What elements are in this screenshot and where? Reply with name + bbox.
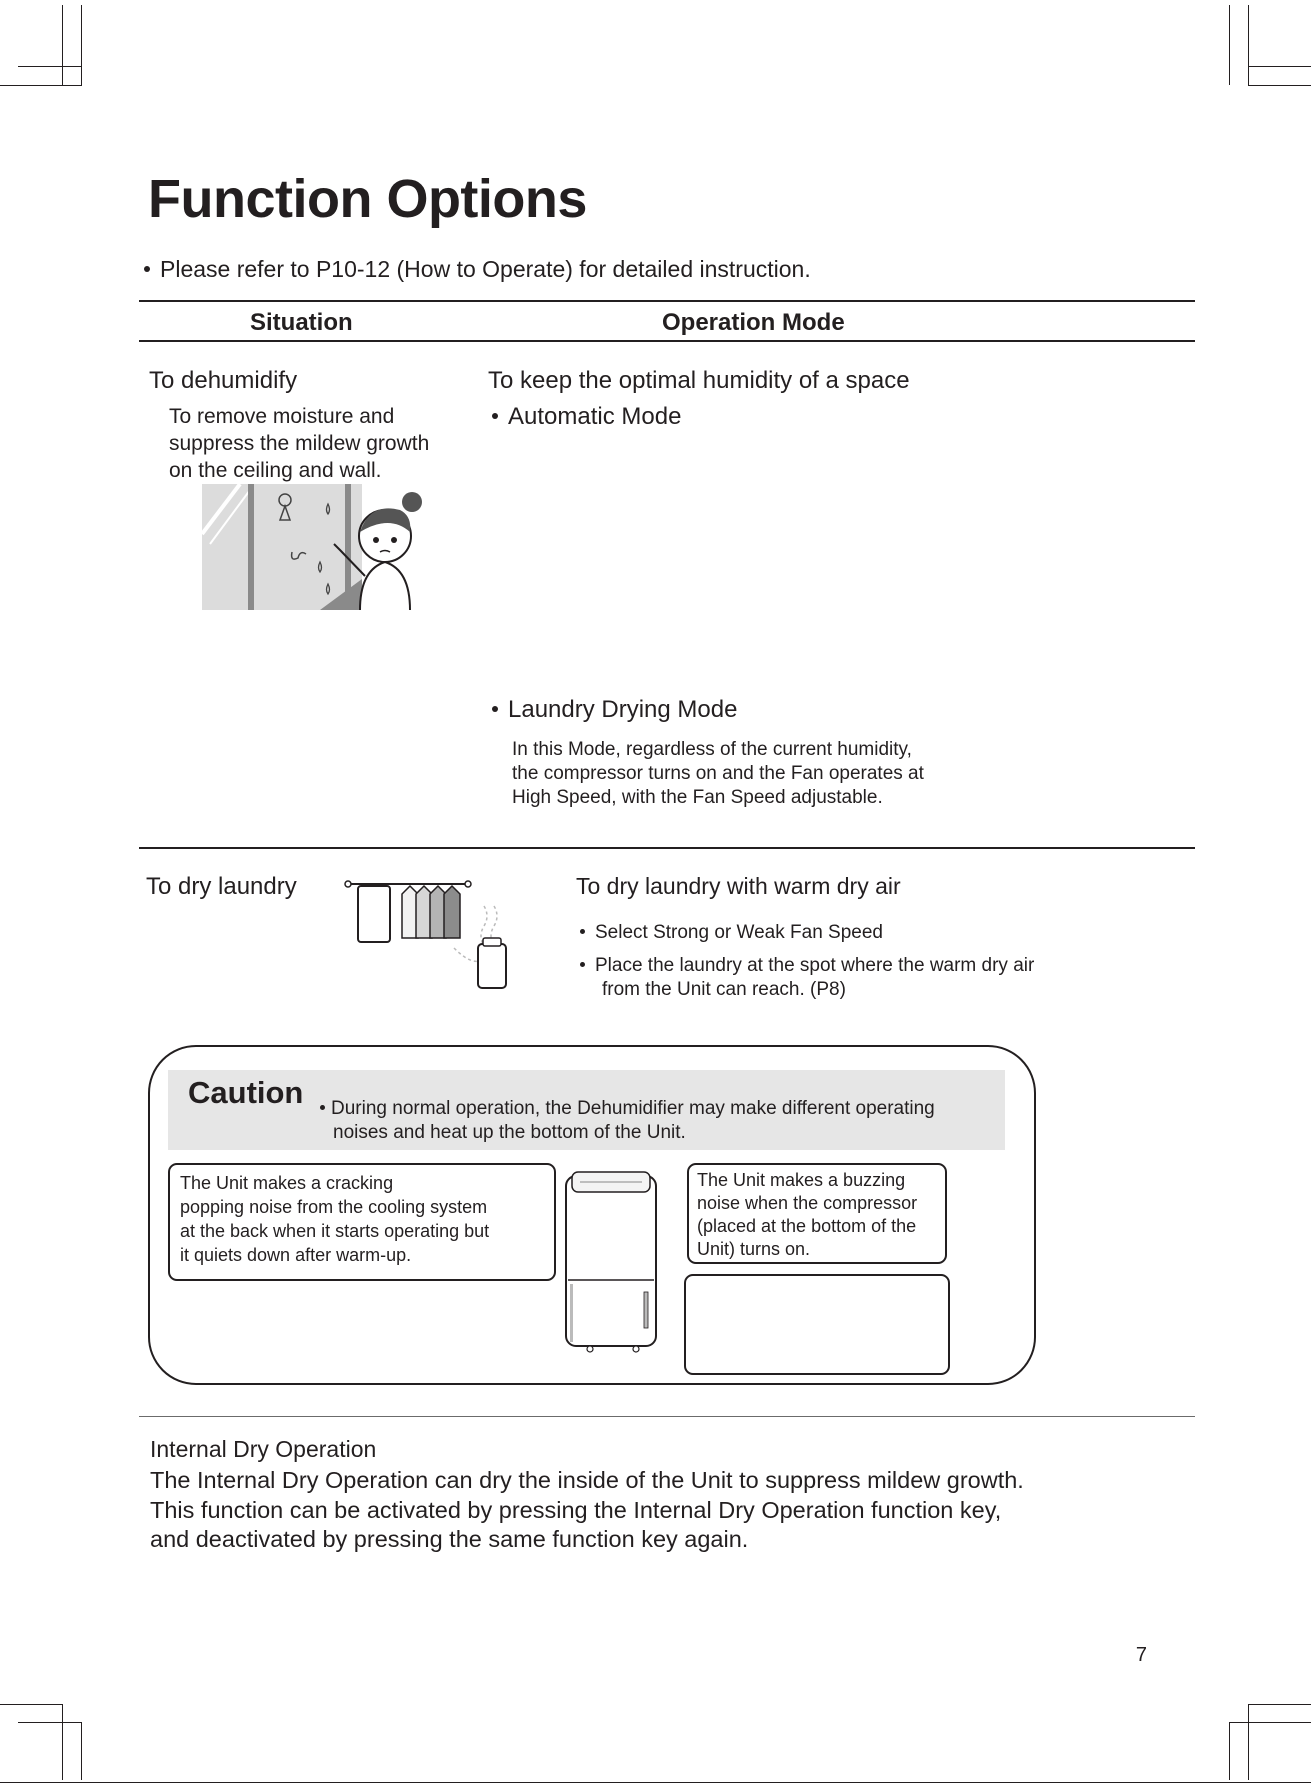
internal-dry-line: This function can be activated by pressing the Internal Dry Operation function key, bbox=[150, 1496, 1002, 1523]
row-divider bbox=[139, 847, 1195, 849]
desc-line: suppress the mildew growth bbox=[169, 432, 430, 455]
caution-title: Caution bbox=[188, 1075, 304, 1110]
desc-line: In this Mode, regardless of the current humidity, bbox=[512, 739, 912, 760]
bullet-item bbox=[580, 921, 1034, 945]
bullet-text: Select Strong or Weak Fan Speed bbox=[595, 922, 883, 943]
note-line: The Unit makes a cracking bbox=[180, 1173, 394, 1193]
laundry-rack-with-dehumidifier-illustration bbox=[344, 876, 516, 994]
intro-note bbox=[144, 256, 811, 283]
bullet-text: Place the laundry at the spot where the warm dry air bbox=[595, 955, 1035, 976]
mode-optimal-humidity bbox=[488, 367, 910, 395]
laundry-drying-mode-desc bbox=[512, 738, 924, 810]
internal-dry-heading: Internal Dry Operation bbox=[150, 1436, 377, 1462]
caution-text-line-1: During normal operation, the Dehumidifier may make different operating bbox=[331, 1098, 935, 1119]
note-line: popping noise from the cooling system bbox=[180, 1197, 488, 1217]
caution-text bbox=[320, 1097, 935, 1145]
warm-dry-air-bullets bbox=[580, 921, 1034, 1002]
internal-dry-line: The Internal Dry Operation can dry the inside of the Unit to suppress mildew growth. bbox=[150, 1467, 1024, 1493]
bullet-dot bbox=[580, 962, 585, 967]
header-operation-mode: Operation Mode bbox=[662, 309, 845, 336]
caution-text-line bbox=[320, 1097, 935, 1121]
bullet-item bbox=[580, 954, 1034, 978]
note-line: it quiets down after warm-up. bbox=[180, 1245, 412, 1265]
laundry-drying-mode-item bbox=[492, 696, 737, 724]
bullet-dot bbox=[144, 266, 150, 272]
dehumidifier-unit-illustration bbox=[562, 1168, 662, 1354]
empty-note-box bbox=[684, 1274, 950, 1375]
note-line: Unit) turns on. bbox=[697, 1239, 811, 1259]
desc-line: High Speed, with the Fan Speed adjustable. bbox=[512, 787, 883, 808]
situation-dehumidify-desc bbox=[169, 403, 429, 484]
note-line: The Unit makes a buzzing bbox=[697, 1170, 906, 1190]
page-title: Function Options bbox=[148, 169, 587, 229]
note-line: noise when the compressor bbox=[697, 1193, 918, 1213]
desc-line: the compressor turns on and the Fan operates at bbox=[512, 763, 924, 784]
situation-dehumidify: To dehumidify bbox=[149, 367, 298, 394]
note-line: at the back when it starts operating but bbox=[180, 1221, 490, 1241]
desc-line: To remove moisture and bbox=[169, 405, 395, 428]
buzzing-noise-note bbox=[687, 1163, 947, 1264]
automatic-mode-label: Automatic Mode bbox=[508, 403, 682, 430]
bullet-dot bbox=[580, 929, 585, 934]
note-line: (placed at the bottom of the bbox=[697, 1216, 917, 1236]
intro-text: Please refer to P10-12 (How to Operate) for detailed instruction. bbox=[160, 256, 811, 282]
internal-dry-text bbox=[150, 1466, 1024, 1555]
mode-warm-dry-air: To dry laundry with warm dry air bbox=[576, 873, 901, 899]
caution-text-line-2: noises and heat up the bottom of the Unit. bbox=[333, 1122, 686, 1143]
bullet-dot bbox=[492, 706, 498, 712]
woman-wiping-wet-wall-illustration bbox=[200, 484, 422, 610]
bullet-dot bbox=[492, 413, 498, 419]
table-header-rule bbox=[139, 340, 1195, 342]
mode-title: To keep the optimal humidity of a space bbox=[488, 367, 910, 394]
section-divider bbox=[139, 1416, 1195, 1417]
automatic-mode-item bbox=[492, 403, 681, 431]
table-top-rule bbox=[139, 300, 1195, 302]
situation-dry-laundry: To dry laundry bbox=[146, 873, 297, 900]
bullet-dot bbox=[320, 1105, 325, 1110]
bullet-text-cont: from the Unit can reach. (P8) bbox=[602, 979, 846, 1000]
internal-dry-line: and deactivated by pressing the same function key again. bbox=[150, 1526, 749, 1552]
page-number: 7 bbox=[1135, 1644, 1147, 1666]
laundry-drying-mode-label: Laundry Drying Mode bbox=[508, 696, 738, 723]
header-situation: Situation bbox=[250, 309, 353, 336]
cracking-noise-note bbox=[168, 1163, 556, 1281]
desc-line: on the ceiling and wall. bbox=[169, 459, 382, 482]
